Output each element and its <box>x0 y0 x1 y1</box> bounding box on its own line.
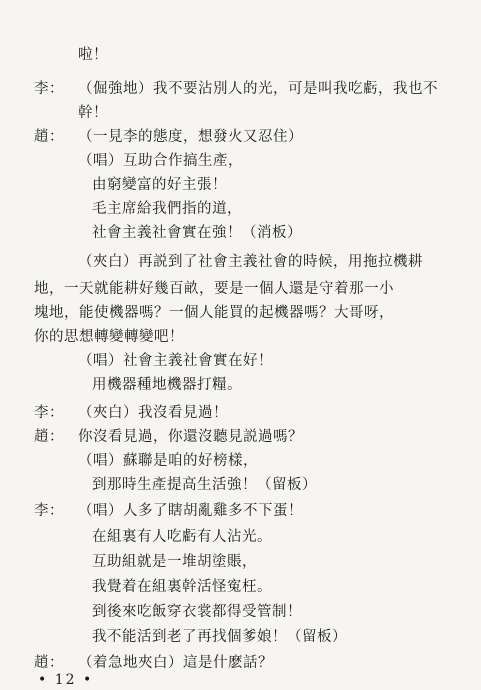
text-line: 在組裏有人吃虧有人沾光。 <box>92 529 272 545</box>
text-line: 李： （倔強地）我不要沾別人的光，可是叫我吃虧，我也不 <box>34 81 438 97</box>
text-line: 到那時生產提高生活強！（留板） <box>92 477 317 493</box>
text-line: 啦！ <box>78 47 108 63</box>
text-line: 地，一天就能耕好幾百畝，要是一個人還是守着那一小 <box>34 281 394 297</box>
text-line: 李： （夾白）我沒看見過！ <box>34 405 228 421</box>
text-line: 社會主義社會實在強！（消板） <box>92 225 302 241</box>
text-line: 互助組就是一堆胡塗賬， <box>92 554 257 570</box>
page-number: • 12 • <box>38 672 94 688</box>
text-line: 用機器種地機器打糧。 <box>92 377 242 393</box>
text-line: 我不能活到老了再找個爹娘！（留板） <box>92 629 347 645</box>
text-line: 由窮變富的好主張！ <box>92 177 227 193</box>
text-line: 我覺着在組裏幹活怪寃枉。 <box>92 579 272 595</box>
text-line: 你的思想轉變轉變吧！ <box>34 329 184 345</box>
text-line: （唱）社會主義社會實在好！ <box>78 353 273 369</box>
text-line: 趙： 你沒看見過，你還沒聽見説過嗎？ <box>34 429 303 445</box>
text-line: 毛主席給我們指的道， <box>92 201 242 217</box>
text-line: 趙： （一見李的態度，想發火又忍住） <box>34 129 303 145</box>
text-line: 塊地，能使機器嗎？一個人能買的起機器嗎？大哥呀， <box>34 305 394 321</box>
text-line: （唱）蘇聯是咱的好榜樣， <box>78 453 258 469</box>
text-line: 李： （唱）人多了瞎胡亂雞多不下蛋！ <box>34 503 303 519</box>
text-line: （唱）互助合作搞生產， <box>78 153 243 169</box>
text-line: （夾白）再説到了社會主義社會的時候，用拖拉機耕 <box>78 254 423 270</box>
text-line: 到後來吃飯穿衣裳都得受管制！ <box>92 604 302 620</box>
text-line: 趙： （着急地夾白）這是什麽話？ <box>34 655 273 671</box>
text-line: 幹！ <box>78 105 108 121</box>
